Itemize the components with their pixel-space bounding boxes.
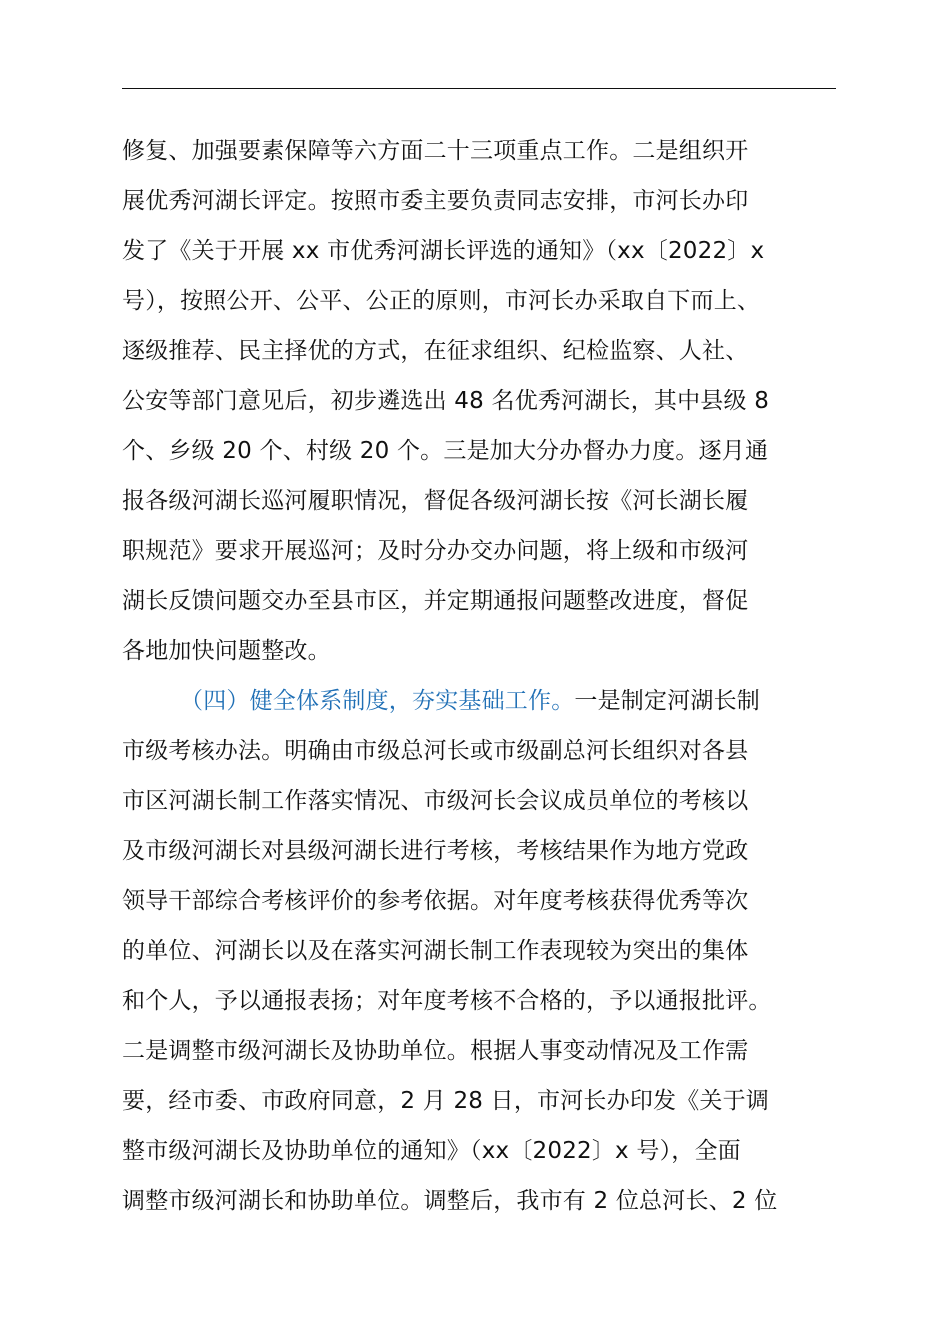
text-line: 湖长反馈问题交办至县市区，并定期通报问题整改进度，督促 — [122, 588, 749, 614]
paragraph-1 — [122, 126, 838, 676]
text-line: 修复、加强要素保障等六方面二十三项重点工作。二是组织开 — [122, 138, 749, 164]
paragraph-2 — [122, 676, 838, 1226]
text-line: 的单位、河湖长以及在落实河湖长制工作表现较为突出的集体 — [122, 938, 749, 964]
text-line: 要，经市委、市政府同意，2 月 28 日，市河长办印发《关于调 — [122, 1088, 770, 1114]
text-line: 号），按照公开、公平、公正的原则，市河长办采取自下而上、 — [122, 288, 761, 314]
text-line: 和个人，予以通报表扬；对年度考核不合格的，予以通报批评。 — [122, 988, 772, 1014]
text-line: 个、乡级 20 个、村级 20 个。三是加大分办督办力度。逐月通 — [122, 438, 769, 464]
text-line: 各地加快问题整改。 — [122, 638, 331, 664]
text-line: 市级考核办法。明确由市级总河长或市级副总河长组织对各县 — [122, 738, 749, 764]
text-line: 领导干部综合考核评价的参考依据。对年度考核获得优秀等次 — [122, 888, 749, 914]
text-line: 逐级推荐、民主择优的方式，在征求组织、纪检监察、人社、 — [122, 338, 749, 364]
text-line: 报各级河湖长巡河履职情况，督促各级河湖长按《河长湖长履 — [122, 488, 749, 514]
text-line: 整市级河湖长及协助单位的通知》（xx〔2022〕x 号），全面 — [122, 1138, 741, 1164]
text-line: 发了《关于开展 xx 市优秀河湖长评选的通知》（xx〔2022〕x — [122, 238, 765, 264]
text-line: 公安等部门意见后，初步遴选出 48 名优秀河湖长，其中县级 8 — [122, 388, 770, 414]
text-line: 展优秀河湖长评定。按照市委主要负责同志安排，市河长办印 — [122, 188, 749, 214]
text-line-first — [122, 676, 838, 726]
section-heading: （四）健全体系制度，夯实基础工作。 — [180, 688, 575, 714]
text-line: 调整市级河湖长和协助单位。调整后，我市有 2 位总河长、2 位 — [122, 1188, 778, 1214]
text-line: 市区河湖长制工作落实情况、市级河长会议成员单位的考核以 — [122, 788, 749, 814]
heading-line-rest: 一是制定河湖长制 — [574, 688, 761, 714]
body-text — [122, 126, 838, 1226]
text-line: 二是调整市级河湖长及协助单位。根据人事变动情况及工作需 — [122, 1038, 749, 1064]
text-line: 职规范》要求开展巡河；及时分办交办问题，将上级和市级河 — [122, 538, 749, 564]
text-line: 及市级河湖长对县级河湖长进行考核，考核结果作为地方党政 — [122, 838, 749, 864]
header-rule — [122, 88, 836, 89]
